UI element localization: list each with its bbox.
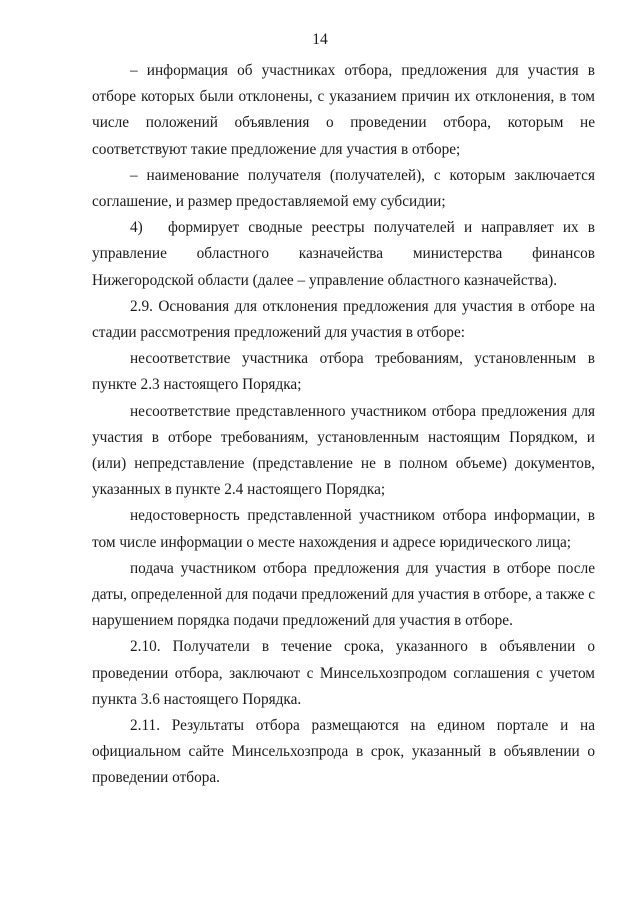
paragraph-2-9: 2.9. Основания для отклонения предложения для участия в отборе на стадии рассмотрения предложений для участия в отборе: xyxy=(92,297,595,342)
paragraph-rejection-reason-3: недостоверность представленной участником отбора информации, в том числе информации о месте нахождения и адресе юридического лица; xyxy=(92,507,595,551)
paragraph-recipient-name: – наименование получателя (получателей), с которым заключается соглашение, и размер предоставляемой ему субсидии; xyxy=(92,166,595,211)
page-number: 14 xyxy=(312,31,328,48)
paragraph-item-4 xyxy=(92,215,595,294)
paragraph-2-10: 2.10. Получатели в течение срока, указанного в объявлении о проведении отбора, заключают с Минсельхозпродом соглашения с учетом пункта 3.6 настоящего Порядка. xyxy=(92,638,595,708)
paragraph-rejection-reason-4: подача участником отбора предложения для участия в отборе после даты, определенной для подачи предложений для участия в отборе, а также с нарушением порядка подачи предложений для участия в отборе. xyxy=(92,559,595,630)
list-item-number: 4) xyxy=(130,219,143,237)
paragraph-2-11: 2.11. Результаты отбора размещаются на едином портале и на официальном сайте Минсельхозпрода в срок, указанный в объявлении о проведении отбора. xyxy=(92,717,595,787)
paragraph-rejected-participants-info: – информация об участниках отбора, предложения для участия в отборе которых были отклонены, с указанием причин их отклонения, в том числе положений объявления о проведении отбора, которым не соответствуют такие предложение для участия в отборе; xyxy=(92,62,595,158)
list-item-text: формирует сводные реестры получателей и направляет их в управление областного казначейства министерства финансов Нижегородской области (далее – управление областного казначейства). xyxy=(92,219,595,289)
paragraph-rejection-reason-1: несоответствие участника отбора требованиям, установленным в пункте 2.3 настоящего Порядка; xyxy=(92,350,595,394)
document-body xyxy=(92,58,595,792)
paragraph-rejection-reason-2: несоответствие представленного участником отбора предложения для участия в отборе требованиям, установленным настоящим Порядком, и (или) непредставление (представление не в полном объеме) документов, указанных в пункте 2.4 настоящего Порядка; xyxy=(92,402,595,499)
